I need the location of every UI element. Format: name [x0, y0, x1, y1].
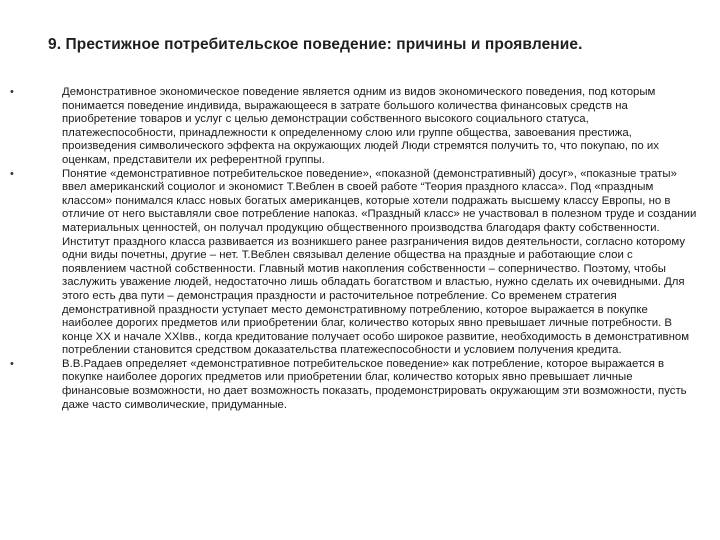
bullet-item-3	[10, 358, 700, 412]
bullet-marker: •	[10, 86, 14, 98]
bullet-item-1	[10, 86, 700, 168]
bullet-text: Понятие «демонстративное потребительское поведение», «показной (демонстративный) досуг», «показные траты» ввел американский социолог и экономист Т.Веблен в своей работе “Теория праздного класса». Под «праздным классом» понимался класс новых богатых американцев, которые хотели подражать высшему классу Европы, но в отличие от него выставляли свое потребление напоказ. «Праздный класс» не участвовал в полезном труде и создании материальных ценностей, он получал продукцию общественного производства благодаря факту собственности. Институт праздного класса развивается из возникшего ранее разграничения видов деятельности, согласно которому одни виды почетны, другие – нет. Т.Веблен связывал деление общества на праздные и работающие слои с появлением частной собственности. Главный мотив накопления собственности – соперничество. Поэтому, чтобы заслужить уважение людей, недостаточно лишь обладать богатством и властью, нужно сделать их очевидными. Для этого есть два пути – демонстрация праздности и расточительное потребление. Со временем стратегия демонстративной праздности уступает место демонстративному потреблению, которое выражается в покупке наиболее дорогих предметов или приобретении благ, количество которых явно превышает личные потребности. В конце XX и начале XXIвв., когда кредитование получает особо широкое развитие, необходимость в демонстративном потреблении становится средством доказательства платежеспособности и условием получения кредита.	[62, 167, 697, 357]
bullet-item-2	[10, 168, 700, 358]
bullet-text: В.В.Радаев определяет «демонстративное потребительское поведение» как потребление, которое выражается в покупке наиболее дорогих предметов или приобретении благ, количество которых явно превышает личные финансовые возможности, но дает возможность показать, продемонстрировать окружающим эти возможности, пусть даже часто символические, придуманные.	[62, 357, 687, 411]
bullet-text: Демонстративное экономическое поведение является одним из видов экономического поведения, под которым понимается поведение индивида, выражающееся в затрате большого количества финансовых средств на приобретение товаров и услуг с целью демонстрации собственного высокого социального статуса, платежеспособности, принадлежности к определенному слою или группе общества, завоевания престижа, произведения символического эффекта на окружающих людей Люди стремятся получить то, что покупаю, по их оценкам, представители их референтной группы.	[62, 86, 659, 166]
bullet-marker: •	[10, 357, 14, 370]
slide-title: 9. Престижное потребительское поведение: причины и проявление.	[48, 36, 583, 53]
bullet-list	[10, 86, 700, 412]
bullet-marker: •	[10, 167, 14, 180]
